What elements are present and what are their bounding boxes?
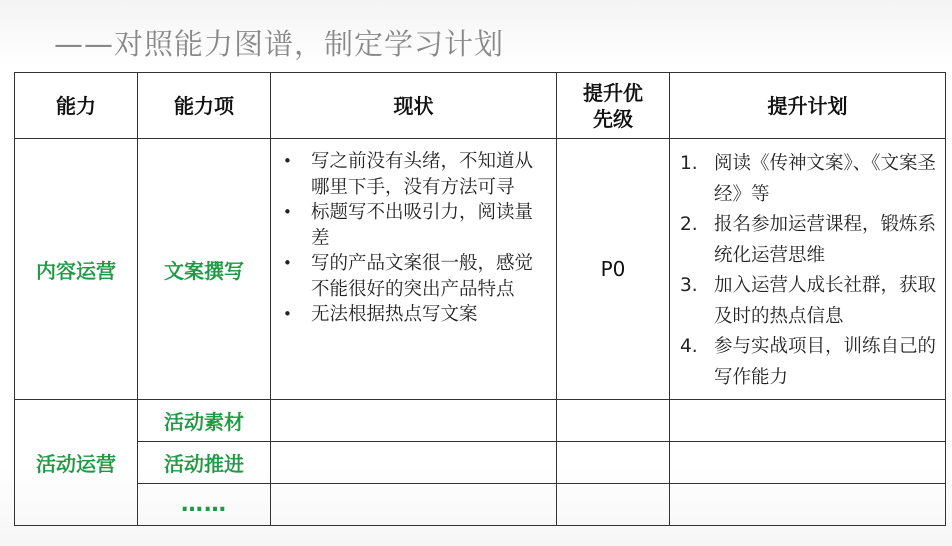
plan-item: [670, 332, 939, 393]
page-title: ——对照能力图谱，制定学习计划: [54, 27, 505, 61]
plan-item-text: 加入运营人成长社群，获取及时的热点信息: [714, 275, 937, 327]
header-row: [15, 73, 946, 139]
table-row-activity-promotion: [15, 442, 946, 484]
cell-item-activity-promotion: 活动推进: [138, 442, 271, 484]
cell-item-ellipsis: [138, 484, 271, 526]
plan-item-number: 4.: [680, 336, 698, 357]
ellipsis-text: ……: [181, 492, 227, 517]
table-row-activity-more: [15, 484, 946, 526]
status-item: • 写之前没有头绪，不知道从哪里下手，没有方法可寻: [271, 149, 548, 200]
plan-item: [670, 210, 939, 271]
cell-empty: [557, 442, 670, 484]
header-ability-item: 能力项: [138, 73, 271, 139]
table-row-activity-materials: [15, 400, 946, 442]
header-plan: 提升计划: [670, 73, 946, 139]
status-item: • 无法根据热点写文案: [271, 302, 548, 328]
status-item: • 写的产品文案很一般，感觉不能很好的突出产品特点: [271, 251, 548, 302]
cell-ability-activity-ops: 活动运营: [15, 400, 138, 526]
cell-item-activity-materials: 活动素材: [138, 400, 271, 442]
header-priority: [557, 73, 670, 139]
cell-empty: [557, 484, 670, 526]
cell-status: [271, 139, 557, 400]
table-row-content-ops: [15, 139, 946, 400]
cell-empty: [670, 484, 946, 526]
plan-item: [670, 149, 939, 210]
ability-plan-table: [14, 72, 946, 526]
cell-empty: [557, 400, 670, 442]
cell-empty: [271, 484, 557, 526]
cell-plan: [670, 139, 946, 400]
plan-item-text: 阅读《传神文案》、《文案圣经》等: [714, 153, 937, 205]
status-list: [271, 139, 556, 334]
header-ability: 能力: [15, 73, 138, 139]
cell-empty: [670, 400, 946, 442]
status-item: • 标题写不出吸引力，阅读量差: [271, 200, 548, 251]
plan-item-text: 参与实战项目，训练自己的写作能力: [714, 336, 937, 388]
plan-item: [670, 271, 939, 332]
plan-list: [670, 139, 945, 399]
cell-empty: [271, 400, 557, 442]
header-priority-text: 提升优先级: [583, 80, 643, 131]
plan-item-number: 2.: [680, 214, 698, 235]
header-status: 现状: [271, 73, 557, 139]
plan-item-number: 3.: [680, 275, 698, 296]
cell-ability-content-ops: 内容运营: [15, 139, 138, 400]
cell-priority: P0: [557, 139, 670, 400]
cell-item-copywriting: 文案撰写: [138, 139, 271, 400]
cell-empty: [271, 442, 557, 484]
cell-empty: [670, 442, 946, 484]
plan-item-number: 1.: [680, 153, 698, 174]
plan-item-text: 报名参加运营课程，锻炼系统化运营思维: [714, 214, 937, 266]
